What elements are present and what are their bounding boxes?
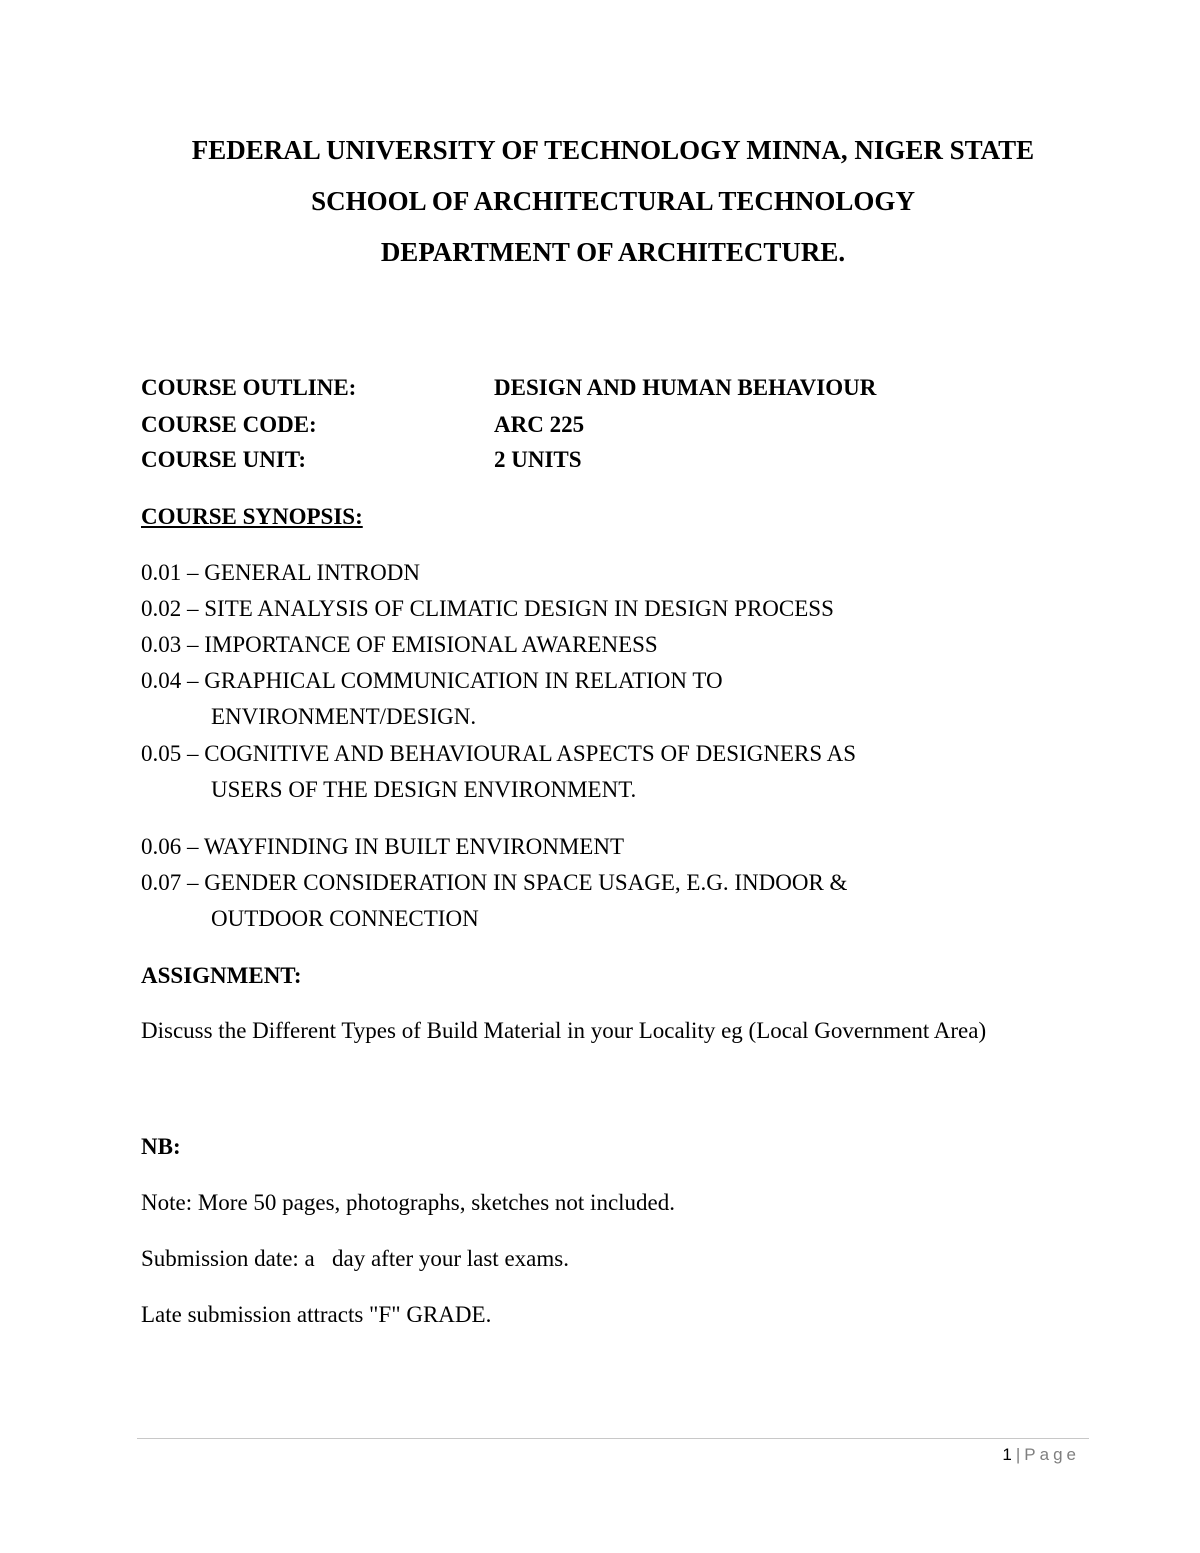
page-footer [1002, 1444, 1080, 1466]
synopsis-item-text: 0.05 – COGNITIVE AND BEHAVIOURAL ASPECTS OF DESIGNERS AS [141, 741, 856, 766]
synopsis-item-text: 0.04 – GRAPHICAL COMMUNICATION IN RELATION TO [141, 668, 723, 693]
synopsis-item-continuation: USERS OF THE DESIGN ENVIRONMENT. [211, 777, 637, 802]
course-code-value: ARC 225 [494, 412, 585, 437]
synopsis-item [141, 865, 847, 937]
synopsis-item [141, 663, 723, 735]
synopsis-item [141, 627, 658, 663]
nb-heading: NB: [141, 1134, 181, 1159]
note-line: Note: More 50 pages, photographs, sketches not included. [141, 1190, 675, 1215]
school-name: SCHOOL OF ARCHITECTURAL TECHNOLOGY [311, 186, 915, 216]
assignment-heading: ASSIGNMENT: [141, 963, 302, 988]
synopsis-item-continuation: OUTDOOR CONNECTION [211, 906, 479, 931]
course-unit-label: COURSE UNIT: [141, 447, 307, 472]
university-name: FEDERAL UNIVERSITY OF TECHNOLOGY MINNA, NIGER STATE [191, 135, 1035, 165]
synopsis-item-text: 0.01 – GENERAL INTRODN [141, 560, 420, 585]
synopsis-item-text: 0.03 – IMPORTANCE OF EMISIONAL AWARENESS [141, 632, 658, 657]
synopsis-item-text: 0.06 – WAYFINDING IN BUILT ENVIRONMENT [141, 834, 624, 859]
synopsis-item-text: 0.07 – GENDER CONSIDERATION IN SPACE USAGE, E.G. INDOOR & [141, 870, 848, 895]
course-outline-label: COURSE OUTLINE: [141, 375, 357, 400]
course-unit-row [141, 446, 582, 474]
submission-date-line: Submission date: a day after your last exams. [141, 1246, 569, 1271]
course-outline-row [141, 374, 876, 402]
synopsis-item [141, 591, 834, 627]
page-number: 1 [1002, 1445, 1012, 1464]
course-code-label: COURSE CODE: [141, 412, 317, 437]
synopsis-item [141, 829, 624, 865]
assignment-text: Discuss the Different Types of Build Material in your Locality eg (Local Government Area) [141, 1018, 987, 1043]
synopsis-item-text: 0.02 – SITE ANALYSIS OF CLIMATIC DESIGN IN DESIGN PROCESS [141, 596, 834, 621]
synopsis-heading: COURSE SYNOPSIS: [141, 504, 363, 529]
course-outline-value: DESIGN AND HUMAN BEHAVIOUR [494, 375, 877, 400]
footer-divider [137, 1438, 1089, 1439]
department-name: DEPARTMENT OF ARCHITECTURE. [380, 237, 846, 267]
synopsis-item-continuation: ENVIRONMENT/DESIGN. [211, 704, 477, 729]
footer-separator: | [1015, 1445, 1021, 1464]
course-unit-value: 2 UNITS [494, 447, 582, 472]
late-submission-line: Late submission attracts "F" GRADE. [141, 1302, 492, 1327]
synopsis-item [141, 736, 856, 808]
page-label: Page [1024, 1445, 1080, 1464]
synopsis-item [141, 555, 420, 591]
course-code-row [141, 411, 584, 439]
